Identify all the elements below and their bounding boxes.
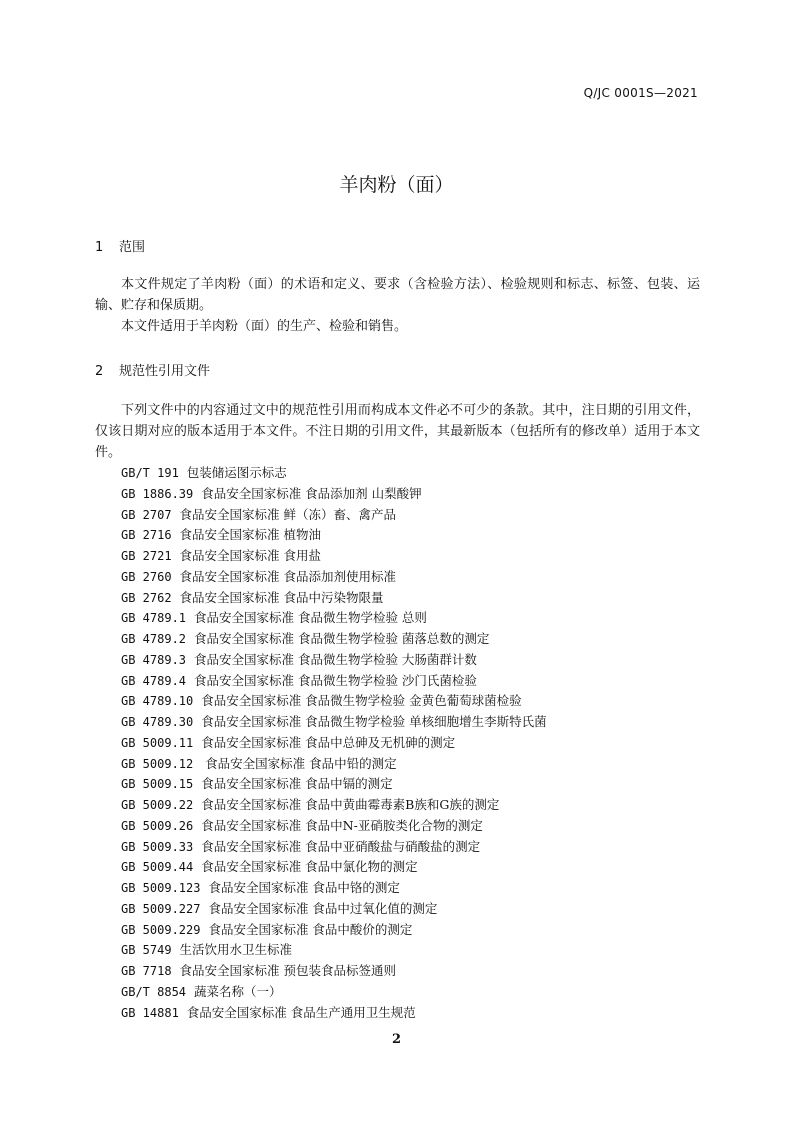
reference-code: GB 4789.3 (121, 652, 187, 667)
reference-code: GB 5749 (121, 943, 172, 958)
reference-title: 食品安全国家标准 食品添加剂 山梨酸钾 (201, 485, 422, 501)
reference-code: GB 2716 (121, 528, 172, 543)
reference-title: 食品安全国家标准 食品微生物学检验 大肠菌群计数 (193, 651, 477, 667)
reference-title: 食品安全国家标准 食品中污染物限量 (179, 589, 384, 605)
reference-code: GB 4789.1 (121, 611, 187, 626)
references-intro-paragraph: 下列文件中的内容通过文中的规范性引用而构成本文件必不可少的条款。其中，注日期的引用文件，仅该日期对应的版本适用于本文件。不注日期的引用文件，其最新版本（包括所有的修改单）适用于本文件。 (95, 403, 700, 460)
reference-title: 食品安全国家标准 食品中亚硝酸盐与硝酸盐的测定 (201, 838, 481, 854)
reference-title: 食品安全国家标准 预包装食品标签通则 (179, 963, 397, 978)
reference-title: 食品安全国家标准 食品添加剂使用标准 (179, 568, 397, 584)
reference-item (121, 878, 547, 899)
reference-item (121, 837, 547, 858)
reference-code: GB 14881 (121, 1005, 179, 1020)
reference-title: 蔬菜名称（一） (193, 983, 282, 999)
reference-code: GB 5009.123 (121, 881, 201, 895)
reference-code: GB 1886.39 (121, 486, 194, 501)
section-heading-scope (95, 236, 145, 255)
reference-item (121, 484, 547, 505)
reference-item (121, 650, 547, 671)
reference-code: GB 5009.229 (121, 922, 201, 937)
reference-title: 食品安全国家标准 食用盐 (179, 548, 322, 563)
section-number: 1 (95, 240, 104, 255)
reference-item (121, 899, 547, 920)
reference-item (121, 691, 547, 712)
reference-item (121, 629, 547, 650)
reference-code: GB 2721 (121, 549, 172, 563)
reference-item (121, 961, 547, 982)
reference-title: 食品安全国家标准 食品微生物学检验 金黄色葡萄球菌检验 (201, 693, 522, 709)
reference-item (121, 567, 547, 588)
reference-code: GB/T 8854 (121, 984, 187, 999)
scope-paragraph-2: 本文件适用于羊肉粉（面）的生产、检验和销售。 (121, 319, 408, 334)
reference-title: 食品安全国家标准 食品中过氧化值的测定 (208, 900, 438, 916)
reference-item (121, 463, 547, 484)
reference-title: 生活饮用水卫生标准 (179, 942, 293, 958)
section-number: 2 (95, 364, 104, 379)
reference-title: 食品安全国家标准 食品微生物学检验 总则 (193, 610, 427, 626)
reference-code: GB 5009.26 (121, 818, 194, 833)
reference-title: 食品安全国家标准 食品微生物学检验 沙门氏菌检验 (193, 672, 477, 688)
page-number: 2 (391, 1032, 402, 1047)
reference-code: GB/T 191 (121, 466, 179, 480)
standard-code: Q/JC 0001S—2021 (583, 86, 698, 100)
reference-item (121, 774, 547, 795)
reference-code: GB 4789.2 (121, 632, 187, 646)
reference-title: 食品安全国家标准 食品微生物学检验 菌落总数的测定 (193, 631, 490, 646)
reference-code: GB 4789.10 (121, 694, 194, 709)
reference-item (121, 795, 547, 816)
reference-title: 食品安全国家标准 食品中N-亚硝胺类化合物的测定 (201, 817, 483, 833)
reference-code: GB 5009.12 (121, 756, 194, 771)
reference-list (121, 463, 547, 1023)
reference-code: GB 2707 (121, 507, 172, 522)
reference-title: 包装储运图示标志 (186, 465, 287, 480)
reference-item (121, 816, 547, 837)
reference-title: 食品安全国家标准 食品生产通用卫生规范 (186, 1004, 416, 1020)
reference-title: 食品安全国家标准 食品中总砷及无机砷的测定 (201, 734, 456, 750)
reference-code: GB 5009.15 (121, 777, 194, 792)
reference-item (121, 505, 547, 526)
reference-item (121, 525, 547, 546)
section-title: 规范性引用文件 (119, 364, 211, 379)
reference-item (121, 588, 547, 609)
reference-item (121, 671, 547, 692)
reference-code: GB 4789.30 (121, 715, 194, 729)
document-title: 羊肉粉（面） (339, 174, 454, 196)
reference-item (121, 940, 547, 961)
reference-title: 食品安全国家标准 食品中铅的测定 (201, 755, 397, 771)
reference-item (121, 920, 547, 941)
reference-item (121, 1003, 547, 1024)
scope-paragraph-1: 本文件规定了羊肉粉（面）的术语和定义、要求（含检验方法）、检验规则和标志、标签、包装、运输、贮存和保质期。 (95, 277, 700, 313)
reference-title: 食品安全国家标准 食品中酸价的测定 (208, 921, 413, 937)
reference-title: 食品安全国家标准 食品中铬的测定 (208, 880, 400, 895)
reference-item (121, 712, 547, 733)
reference-code: GB 2760 (121, 569, 172, 584)
reference-code: GB 5009.33 (121, 839, 194, 854)
reference-title: 食品安全国家标准 食品中氯化物的测定 (201, 859, 418, 875)
section-heading-normative-references (95, 360, 210, 379)
reference-item (121, 754, 547, 775)
section-title: 范围 (119, 240, 146, 255)
reference-item (121, 733, 547, 754)
reference-item (121, 608, 547, 629)
reference-item (121, 982, 547, 1003)
reference-item (121, 546, 547, 567)
reference-code: GB 2762 (121, 590, 172, 605)
reference-code: GB 7718 (121, 964, 172, 978)
reference-code: GB 4789.4 (121, 673, 187, 688)
reference-title: 食品安全国家标准 食品微生物学检验 单核细胞增生李斯特氏菌 (201, 714, 547, 729)
reference-code: GB 5009.22 (121, 798, 194, 812)
reference-item (121, 857, 547, 878)
reference-title: 食品安全国家标准 鲜（冻）畜、禽产品 (179, 506, 397, 522)
reference-code: GB 5009.11 (121, 735, 194, 750)
reference-title: 食品安全国家标准 食品中镉的测定 (201, 776, 393, 792)
reference-title: 食品安全国家标准 食品中黄曲霉毒素B族和G族的测定 (201, 797, 500, 812)
reference-code: GB 5009.44 (121, 860, 194, 875)
reference-code: GB 5009.227 (121, 901, 201, 916)
reference-title: 食品安全国家标准 植物油 (179, 527, 322, 543)
